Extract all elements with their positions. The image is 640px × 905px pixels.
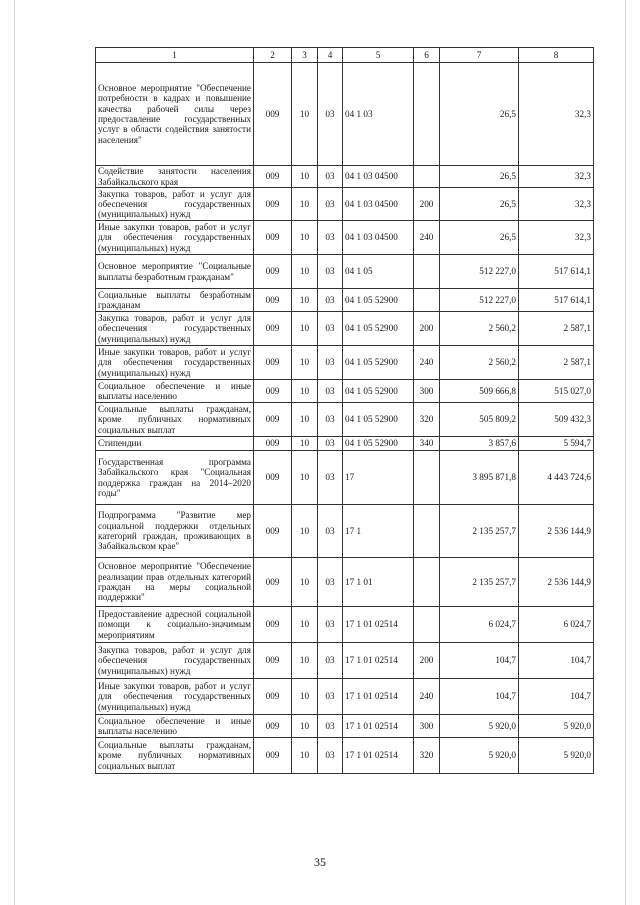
section-code: 10	[292, 715, 318, 738]
row-name: Закупка товаров, работ и услуг для обеспечения государственных (муниципальных) нужд	[96, 643, 254, 679]
table-row	[96, 715, 594, 738]
expense-type-code	[414, 255, 440, 289]
ministry-code: 009	[254, 607, 292, 643]
target-article-code: 17 1 01 02514	[343, 679, 414, 715]
section-code: 10	[292, 451, 318, 505]
amount-col-8: 6 024,7	[519, 607, 594, 643]
section-code: 10	[292, 63, 318, 166]
amount-col-8: 104,7	[519, 679, 594, 715]
expense-type-code: 300	[414, 715, 440, 738]
row-name: Основное мероприятие "Социальные выплаты безработным гражданам"	[96, 255, 254, 289]
row-name: Основное мероприятие "Обеспечение реализации прав отдельных категорий граждан на меры социальной поддержки"	[96, 558, 254, 607]
section-code: 10	[292, 255, 318, 289]
ministry-code: 009	[254, 437, 292, 451]
subsection-code: 03	[318, 451, 343, 505]
target-article-code: 17 1 01 02514	[343, 607, 414, 643]
target-article-code: 04 1 05	[343, 255, 414, 289]
subsection-code: 03	[318, 221, 343, 255]
table-row	[96, 188, 594, 221]
amount-col-7: 2 135 257,7	[440, 558, 519, 607]
amount-col-8: 5 920,0	[519, 738, 594, 774]
target-article-code: 17 1 01 02514	[343, 738, 414, 774]
expense-type-code: 200	[414, 188, 440, 221]
amount-col-8: 2 587,1	[519, 346, 594, 380]
amount-col-8: 2 536 144,9	[519, 558, 594, 607]
table-row	[96, 380, 594, 403]
section-code: 10	[292, 221, 318, 255]
target-article-code: 04 1 05 52900	[343, 437, 414, 451]
amount-col-7: 2 560,2	[440, 346, 519, 380]
subsection-code: 03	[318, 346, 343, 380]
ministry-code: 009	[254, 679, 292, 715]
amount-col-7: 512 227,0	[440, 289, 519, 312]
table-row	[96, 166, 594, 188]
amount-col-7: 26,5	[440, 188, 519, 221]
section-code: 10	[292, 643, 318, 679]
amount-col-8: 104,7	[519, 643, 594, 679]
ministry-code: 009	[254, 451, 292, 505]
section-code: 10	[292, 188, 318, 221]
target-article-code: 04 1 05 52900	[343, 380, 414, 403]
subsection-code: 03	[318, 63, 343, 166]
row-name: Основное мероприятие "Обеспечение потребности в кадрах и повышение качества рабочей силы через предоставление государственных услуг в области содействия занятости населения"	[96, 63, 254, 166]
header-cell: 8	[519, 48, 594, 63]
amount-col-7: 3 857,6	[440, 437, 519, 451]
page-edge-left	[14, 0, 15, 905]
table-row	[96, 63, 594, 166]
target-article-code: 17 1 01 02514	[343, 715, 414, 738]
ministry-code: 009	[254, 312, 292, 346]
budget-table	[95, 47, 594, 774]
expense-type-code: 320	[414, 738, 440, 774]
expense-type-code: 300	[414, 380, 440, 403]
header-cell: 6	[414, 48, 440, 63]
subsection-code: 03	[318, 505, 343, 558]
amount-col-8: 4 443 724,6	[519, 451, 594, 505]
expense-type-code: 240	[414, 221, 440, 255]
ministry-code: 009	[254, 188, 292, 221]
subsection-code: 03	[318, 738, 343, 774]
ministry-code: 009	[254, 346, 292, 380]
table-row	[96, 255, 594, 289]
amount-col-7: 505 809,2	[440, 403, 519, 437]
ministry-code: 009	[254, 643, 292, 679]
section-code: 10	[292, 166, 318, 188]
amount-col-7: 512 227,0	[440, 255, 519, 289]
ministry-code: 009	[254, 255, 292, 289]
table-row	[96, 451, 594, 505]
expense-type-code: 200	[414, 643, 440, 679]
amount-col-8: 32,3	[519, 166, 594, 188]
row-name: Закупка товаров, работ и услуг для обеспечения государственных (муниципальных) нужд	[96, 312, 254, 346]
target-article-code: 17	[343, 451, 414, 505]
expense-type-code: 320	[414, 403, 440, 437]
expense-type-code	[414, 166, 440, 188]
row-name: Закупка товаров, работ и услуг для обеспечения государственных (муниципальных) нужд	[96, 188, 254, 221]
row-name: Иные закупки товаров, работ и услуг для обеспечения государственных (муниципальных) нужд	[96, 679, 254, 715]
header-cell: 7	[440, 48, 519, 63]
row-name: Социальные выплаты гражданам, кроме публичных нормативных социальных выплат	[96, 403, 254, 437]
target-article-code: 04 1 05 52900	[343, 403, 414, 437]
target-article-code: 17 1 01	[343, 558, 414, 607]
target-article-code: 17 1	[343, 505, 414, 558]
row-name: Социальное обеспечение и иные выплаты населению	[96, 380, 254, 403]
subsection-code: 03	[318, 558, 343, 607]
ministry-code: 009	[254, 738, 292, 774]
expense-type-code	[414, 607, 440, 643]
table-row	[96, 289, 594, 312]
ministry-code: 009	[254, 715, 292, 738]
amount-col-7: 2 135 257,7	[440, 505, 519, 558]
row-name: Стипендии	[96, 437, 254, 451]
section-code: 10	[292, 607, 318, 643]
amount-col-8: 5 594,7	[519, 437, 594, 451]
header-cell: 2	[254, 48, 292, 63]
table-row	[96, 346, 594, 380]
section-code: 10	[292, 346, 318, 380]
subsection-code: 03	[318, 715, 343, 738]
ministry-code: 009	[254, 166, 292, 188]
table-row	[96, 403, 594, 437]
subsection-code: 03	[318, 166, 343, 188]
table-row	[96, 607, 594, 643]
amount-col-7: 26,5	[440, 63, 519, 166]
header-cell: 5	[343, 48, 414, 63]
row-name: Подпрограмма "Развитие мер социальной поддержки отдельных категорий граждан, проживающих в Забайкальском крае"	[96, 505, 254, 558]
section-code: 10	[292, 505, 318, 558]
amount-col-8: 517 614,1	[519, 289, 594, 312]
row-name: Социальное обеспечение и иные выплаты населению	[96, 715, 254, 738]
table-row	[96, 643, 594, 679]
expense-type-code	[414, 289, 440, 312]
amount-col-8: 32,3	[519, 188, 594, 221]
amount-col-7: 104,7	[440, 643, 519, 679]
row-name: Содействие занятости населения Забайкальского края	[96, 166, 254, 188]
page-number: 35	[314, 855, 326, 869]
ministry-code: 009	[254, 505, 292, 558]
subsection-code: 03	[318, 607, 343, 643]
amount-col-8: 509 432,3	[519, 403, 594, 437]
amount-col-8: 2 536 144,9	[519, 505, 594, 558]
row-name: Государственная программа Забайкальского края "Социальная поддержка граждан на 2014–2020 годы"	[96, 451, 254, 505]
amount-col-8: 32,3	[519, 63, 594, 166]
header-cell: 1	[96, 48, 254, 63]
amount-col-7: 509 666,8	[440, 380, 519, 403]
expense-type-code: 200	[414, 312, 440, 346]
target-article-code: 04 1 05 52900	[343, 289, 414, 312]
amount-col-8: 515 027,0	[519, 380, 594, 403]
expense-type-code: 240	[414, 679, 440, 715]
table-row	[96, 679, 594, 715]
subsection-code: 03	[318, 255, 343, 289]
target-article-code: 17 1 01 02514	[343, 643, 414, 679]
section-code: 10	[292, 738, 318, 774]
subsection-code: 03	[318, 437, 343, 451]
subsection-code: 03	[318, 679, 343, 715]
ministry-code: 009	[254, 63, 292, 166]
amount-col-8: 2 587,1	[519, 312, 594, 346]
subsection-code: 03	[318, 188, 343, 221]
section-code: 10	[292, 679, 318, 715]
section-code: 10	[292, 403, 318, 437]
ministry-code: 009	[254, 221, 292, 255]
section-code: 10	[292, 312, 318, 346]
target-article-code: 04 1 03 04500	[343, 221, 414, 255]
expense-type-code: 340	[414, 437, 440, 451]
subsection-code: 03	[318, 643, 343, 679]
target-article-code: 04 1 03	[343, 63, 414, 166]
amount-col-7: 26,5	[440, 221, 519, 255]
target-article-code: 04 1 05 52900	[343, 312, 414, 346]
page-edge-right	[625, 0, 626, 905]
amount-col-7: 3 895 871,8	[440, 451, 519, 505]
section-code: 10	[292, 558, 318, 607]
amount-col-8: 32,3	[519, 221, 594, 255]
ministry-code: 009	[254, 380, 292, 403]
table-row	[96, 558, 594, 607]
amount-col-7: 5 920,0	[440, 715, 519, 738]
target-article-code: 04 1 05 52900	[343, 346, 414, 380]
subsection-code: 03	[318, 289, 343, 312]
table-row	[96, 738, 594, 774]
expense-type-code	[414, 451, 440, 505]
amount-col-7: 6 024,7	[440, 607, 519, 643]
amount-col-8: 5 920,0	[519, 715, 594, 738]
header-cell: 4	[318, 48, 343, 63]
section-code: 10	[292, 289, 318, 312]
table-row	[96, 505, 594, 558]
row-name: Социальные выплаты безработным гражданам	[96, 289, 254, 312]
section-code: 10	[292, 437, 318, 451]
row-name: Предоставление адресной социальной помощи к социально-значимым мероприятиям	[96, 607, 254, 643]
amount-col-7: 26,5	[440, 166, 519, 188]
header-cell: 3	[292, 48, 318, 63]
amount-col-7: 2 560,2	[440, 312, 519, 346]
expense-type-code	[414, 505, 440, 558]
subsection-code: 03	[318, 312, 343, 346]
expense-type-code	[414, 63, 440, 166]
row-name: Социальные выплаты гражданам, кроме публичных нормативных социальных выплат	[96, 738, 254, 774]
ministry-code: 009	[254, 558, 292, 607]
section-code: 10	[292, 380, 318, 403]
amount-col-8: 517 614,1	[519, 255, 594, 289]
amount-col-7: 5 920,0	[440, 738, 519, 774]
amount-col-7: 104,7	[440, 679, 519, 715]
table-row	[96, 437, 594, 451]
ministry-code: 009	[254, 403, 292, 437]
row-name: Иные закупки товаров, работ и услуг для обеспечения государственных (муниципальных) нужд	[96, 346, 254, 380]
target-article-code: 04 1 03 04500	[343, 166, 414, 188]
expense-type-code	[414, 558, 440, 607]
ministry-code: 009	[254, 289, 292, 312]
subsection-code: 03	[318, 403, 343, 437]
subsection-code: 03	[318, 380, 343, 403]
row-name: Иные закупки товаров, работ и услуг для обеспечения государственных (муниципальных) нужд	[96, 221, 254, 255]
table-row	[96, 221, 594, 255]
table-row	[96, 312, 594, 346]
expense-type-code: 240	[414, 346, 440, 380]
target-article-code: 04 1 03 04500	[343, 188, 414, 221]
table-header-row	[96, 48, 594, 63]
